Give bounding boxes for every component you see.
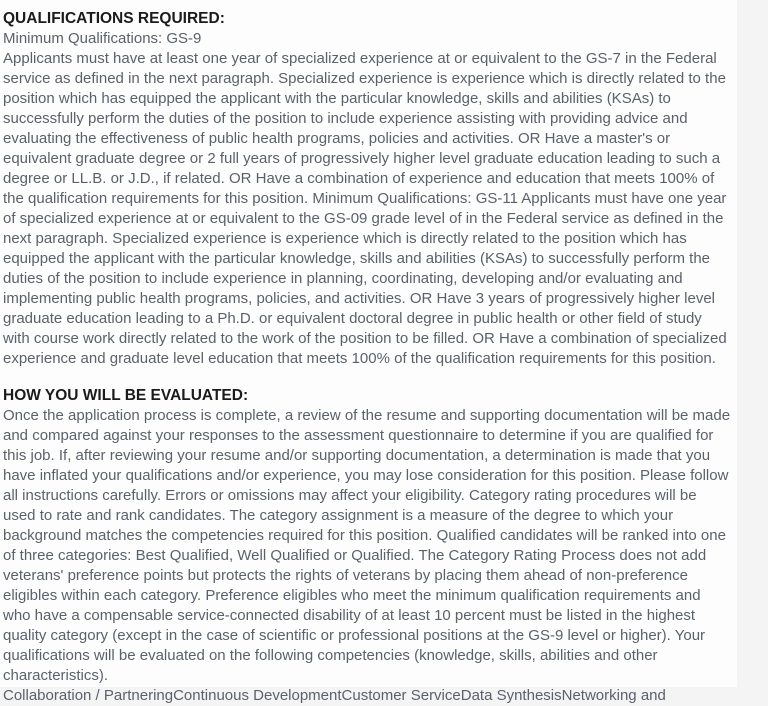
evaluation-details-paragraph: Once the application process is complete, a review of the resume and supporting documentation will be made and compared against your responses to the assessment questionnaire to determine if you are qualified for this job. If, after reviewing your resume and/or supporting documentation, a determination is made that you have inflated your qualifications and/or experience, you may lose consideration for this position. Please follow all instructions carefully. Errors or omissions may affect your eligibility. Category rating procedures will be used to rate and rank candidates. The category assignment is a measure of the degree to which your background matches the competencies required for this position. Qualified candidates will be ranked into one of three categories: Best Qualified, Well Qualified or Qualified. The Category Rating Process does not add veterans' preference points but protects the rights of veterans by placing them ahead of non-preference eligibles within each category. Preference eligibles who meet the minimum qualification requirements and who have a compensable service-connected disability of at least 10 percent must be listed in the highest quality category (except in the case of scientific or professional positions at the GS-9 level or higher). Your qualifications will be evaluated on the following competencies (knowledge, skills, abilities and other characteristics). [3,407,731,684]
how-evaluated-heading: HOW YOU WILL BE EVALUATED: [3,387,249,404]
qualifications-required-heading: QUALIFICATIONS REQUIRED: [3,10,225,27]
section-how-evaluated [3,386,731,706]
competencies-list-line: Collaboration / PartneringContinuous DevelopmentCustomer ServiceData SynthesisNetworking and [3,687,666,704]
qualifications-details-paragraph: Applicants must have at least one year of specialized experience at or equivalent to the GS-7 in the Federal service as defined in the next paragraph. Specialized experience is experience which is directly related to the position which has equipped the applicant with the particular knowledge, skills and abilities (KSAs) to successfully perform the duties of the position to include experience assisting with providing advice and evaluating the effectiveness of public health programs, policies and activities. OR Have a master's or equivalent graduate degree or 2 full years of progressively higher level graduate education leading to such a degree or LL.B. or J.D., if related. OR Have a combination of experience and education that meets 100% of the qualification requirements for this position. Minimum Qualifications: GS-11 Applicants must have one year of specialized experience at or equivalent to the GS-09 grade level of in the Federal service as defined in the next paragraph. Specialized experience is experience which is directly related to the position which has equipped the applicant with the particular knowledge, skills and abilities (KSAs) to successfully perform the duties of the position to include experience in planning, coordinating, developing and/or evaluating and implementing public health programs, policies, and activities. OR Have 3 years of progressively higher level graduate education leading to a Ph.D. or equivalent doctoral degree in public health or other field of study with course work directly related to the work of the position to be filled. OR Have a combination of specialized experience and graduate level education that meets 100% of the qualification requirements for this position. [3,50,727,367]
section-qualifications-required [3,9,731,369]
minimum-qualifications-line: Minimum Qualifications: GS-9 [3,30,202,47]
